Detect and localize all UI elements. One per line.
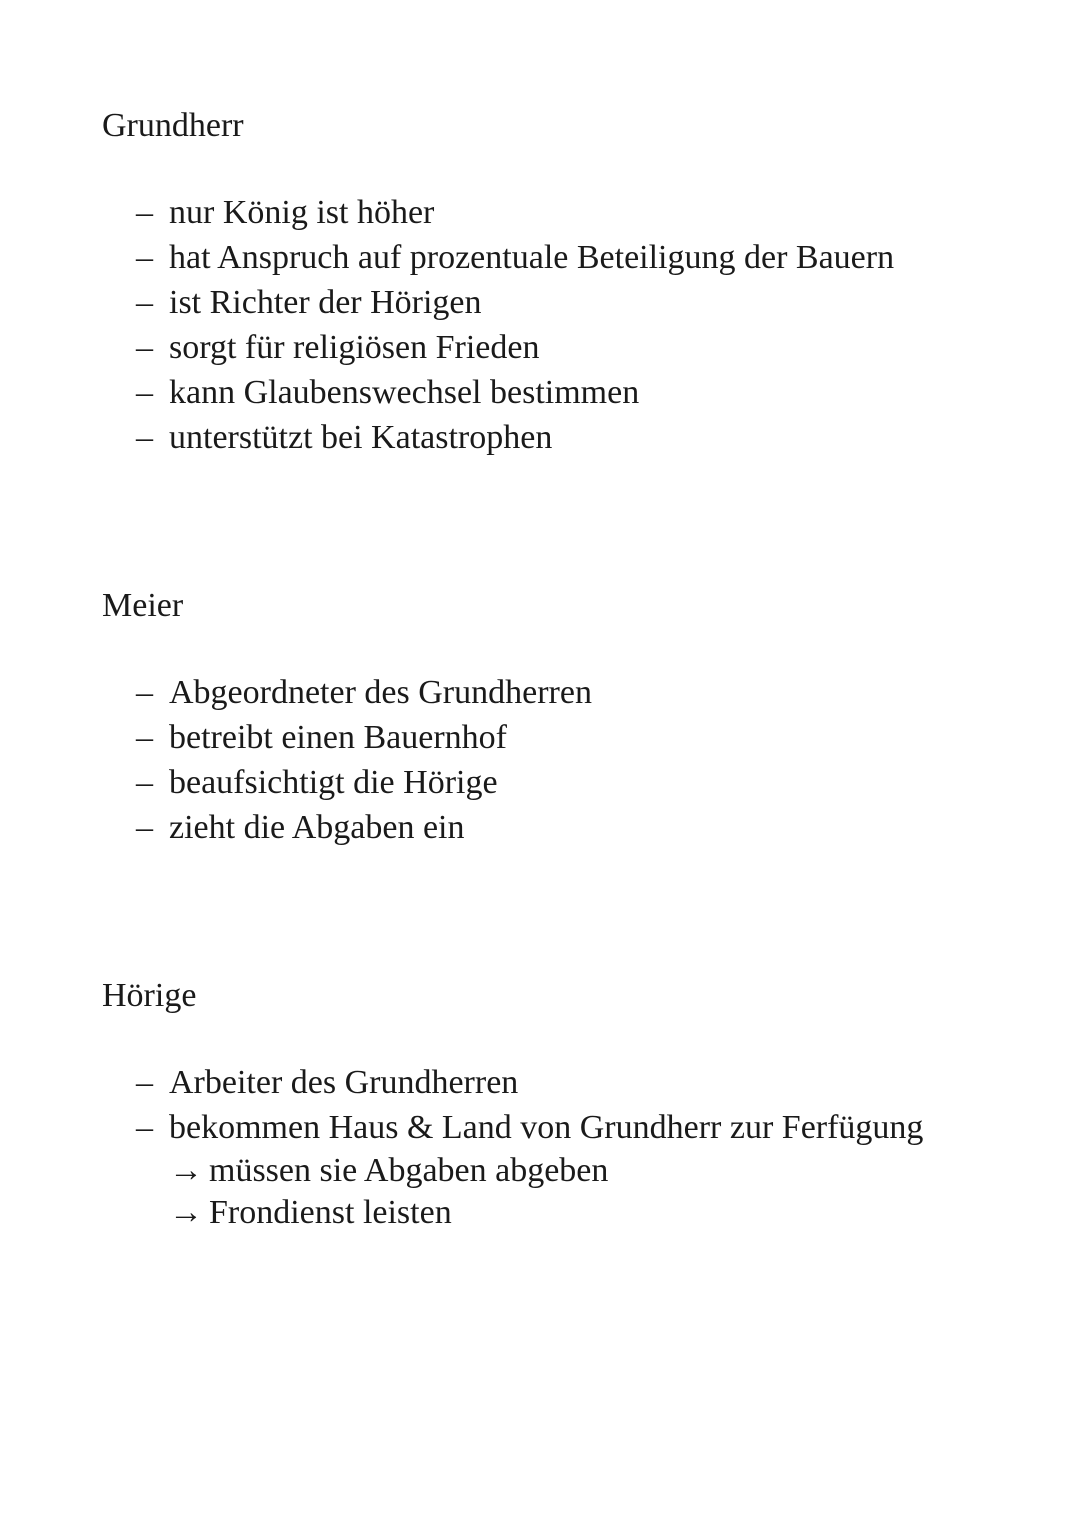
arrow-icon: → [169,1152,203,1189]
list-item: – Arbeiter des Grundherren [136,1060,923,1105]
list-item: – Abgeordneter des Grundherren [136,670,592,715]
dash-bullet: – [136,809,153,846]
list-item: – hat Anspruch auf prozentuale Beteiligung der Bauern [136,235,894,280]
list-item: – zieht die Abgaben ein [136,805,592,850]
meier-list [136,670,592,850]
arrow-icon: → [169,1194,203,1231]
sub-list-item: → müssen sie Abgaben abgeben [169,1152,609,1189]
dash-bullet: – [136,419,153,456]
dash-bullet: – [136,239,153,276]
list-item: – nur König ist höher [136,190,894,235]
list-item: – kann Glaubenswechsel bestimmen [136,370,894,415]
dash-bullet: – [136,674,153,711]
dash-bullet: – [136,1109,153,1146]
list-item: – ist Richter der Hörigen [136,280,894,325]
sub-list-item: → Frondienst leisten [169,1194,452,1231]
dash-bullet: – [136,329,153,366]
list-item: – betreibt einen Bauernhof [136,715,592,760]
list-item: – beaufsichtigt die Hörige [136,760,592,805]
dash-bullet: – [136,764,153,801]
section-heading-meier: Meier [102,587,184,624]
grundherr-list [136,190,894,460]
section-heading-grundherr: Grundherr [102,107,244,144]
dash-bullet: – [136,374,153,411]
dash-bullet: – [136,1064,153,1101]
list-item: – sorgt für religiösen Frieden [136,325,894,370]
dash-bullet: – [136,284,153,321]
list-item: – unterstützt bei Katastrophen [136,415,894,460]
hoerige-list [136,1060,923,1234]
dash-bullet: – [136,719,153,756]
section-heading-hoerige: Hörige [102,977,197,1014]
list-item: – bekommen Haus & Land von Grundherr zur Ferfügung [136,1105,923,1150]
dash-bullet: – [136,194,153,231]
